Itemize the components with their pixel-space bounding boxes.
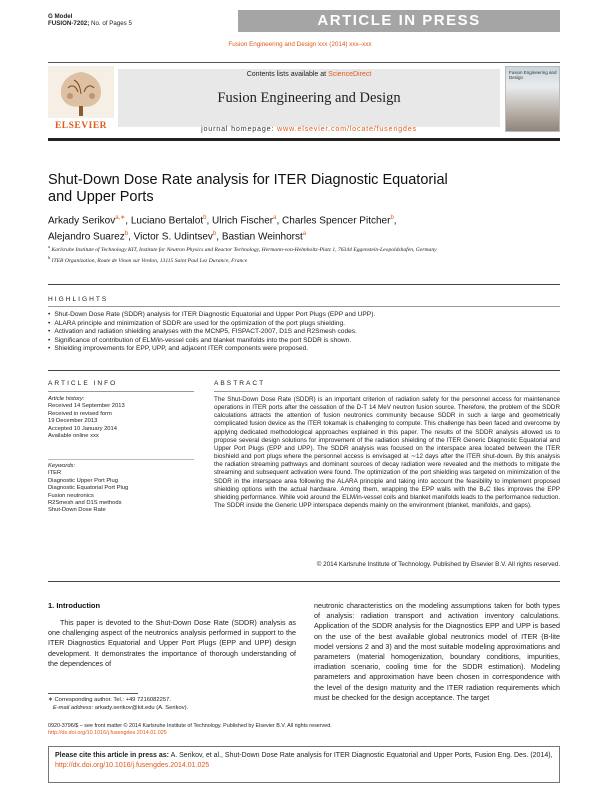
highlight-item: • Significance of contribution of ELM/in-vessel coils and blanket manifolds into the port SDDR is shown. bbox=[48, 337, 560, 346]
keyword-item: Shut-Down Dose Rate bbox=[48, 507, 106, 514]
cite-lead: Please cite this article in press as: bbox=[55, 752, 170, 759]
body-text-right-column: neutronic characteristics on the modeling assumptions taken for both types of analysis: radiation transport and activation inventory calculations. Application of the SDDR analysis for the Diagnostics EPP and UPP is based on the use of the best available global neutronics model of ITER (B-lite model versions 2 and 3) and the most suitable modeling approximations and parameters (material homogenization, boundary conditions, impurities, irradiation scenario, cooling time for the SDDR estimation). Modeling parameters and approximation have been chosen in correspondence with the level of the design maturity and the ITER radiation requirements which must be checked for the design acceptance. The target bbox=[314, 601, 560, 702]
highlights-list bbox=[48, 311, 560, 354]
model-pages: No. of Pages 5 bbox=[91, 20, 132, 28]
footnote-author: ∗ Corresponding author. Tel.: +49 7216082257. bbox=[48, 697, 171, 703]
cite-doi-link[interactable]: http://dx.doi.org/10.1016/j.fusengdes.2014.01.025 bbox=[55, 762, 210, 769]
author-name: Arkady Serikov bbox=[48, 215, 116, 227]
divider bbox=[48, 391, 194, 392]
keyword-item: ITER bbox=[48, 470, 62, 477]
footnote-email-label: E-mail address: bbox=[52, 704, 94, 711]
model-info bbox=[48, 13, 132, 28]
divider bbox=[214, 391, 560, 392]
author-affil-mark[interactable]: b bbox=[390, 215, 394, 221]
history-item: Received 14 September 2013 bbox=[48, 403, 125, 410]
author-affil-mark[interactable]: a bbox=[273, 215, 277, 221]
publisher-logo-text: ELSEVIER bbox=[54, 121, 108, 131]
cite-text: A. Serikov, et al., Shut-Down Dose Rate analysis for ITER Diagnostic Equatorial and Upper Ports, Fusion Eng. Des. (2014), bbox=[169, 752, 553, 759]
model-ref: FUSION-7202; bbox=[48, 20, 90, 28]
keyword-item: Diagnostic Upper Port Plug bbox=[48, 477, 118, 484]
cover-title: Fusion Engineering and Design bbox=[509, 70, 557, 80]
author-affil-mark[interactable]: b bbox=[124, 230, 129, 237]
keyword-item: Fusion neutronics bbox=[48, 492, 94, 499]
header-rule-top bbox=[48, 62, 560, 63]
model-code: G Model bbox=[48, 13, 73, 20]
header-rule-bottom bbox=[48, 138, 560, 141]
author-affil-mark[interactable]: a bbox=[302, 230, 307, 237]
footnote-email-link[interactable]: arkady.serikov@kit.edu (A. Serikov). bbox=[94, 704, 189, 711]
homepage-label: journal homepage: bbox=[201, 124, 275, 133]
author-list: Arkady Serikov$^{a,∗}$, Luciano Bertalot$^b$, Ulrich Fischer$^a$, Charles Spencer Pitcher$^b$, Alejandro Suarez$^b$, Victor S. Udintsev$^b$, Bastian Weinhorst$^a$ bbox=[48, 215, 397, 243]
affiliation-b: $^b$ ITER Organization, Route de Vinon sur Verdon, 13115 Saint Paul Lez Durance, France bbox=[48, 255, 248, 265]
author-name: , Luciano Bertalot bbox=[125, 215, 204, 227]
history-item: Received in revised form bbox=[48, 410, 112, 417]
copyright-line: © 2014 Karlsruhe Institute of Technology. Published by Elsevier B.V. All rights reserved. bbox=[316, 561, 560, 568]
section-heading-introduction: 1. Introduction bbox=[48, 601, 101, 610]
issn-line bbox=[48, 723, 560, 737]
article-history bbox=[48, 396, 194, 440]
journal-title: Fusion Engineering and Design bbox=[217, 90, 401, 106]
body-text-left-column: This paper is devoted to the Shut-Down Dose Rate (SDDR) analysis as one challenging aspect of the neutronics analysis performed in support to the ITER Diagnostics Equatorial and Upper Port Plugs (EPP and UPP) design development. It demonstrates the importance of thorough understanding of the dependences of bbox=[48, 618, 296, 668]
author-affil-mark[interactable]: b bbox=[212, 230, 217, 237]
contents-available-line bbox=[118, 71, 500, 78]
article-info-heading: ARTICLE INFO bbox=[48, 380, 118, 387]
history-item: Accepted 10 January 2014 bbox=[48, 425, 117, 432]
author-affil-mark[interactable]: a,∗ bbox=[115, 215, 126, 221]
highlight-item: • Shut-Down Dose Rate (SDDR) analysis for ITER Diagnostic Equatorial and Upper Port Plugs (EPP and UPP). bbox=[48, 311, 560, 320]
corresponding-author-footnote bbox=[48, 697, 296, 712]
highlight-item: • ALARA principle and minimization of SDDR are used for the optimization of the port plugs shielding. bbox=[48, 320, 560, 329]
sciencedirect-link[interactable]: ScienceDirect bbox=[328, 71, 372, 78]
contents-prefix: Contents lists available at bbox=[246, 71, 327, 78]
abstract-heading: ABSTRACT bbox=[214, 380, 266, 387]
highlights-heading: HIGHLIGHTS bbox=[48, 296, 109, 303]
journal-homepage-line bbox=[118, 124, 500, 133]
paper-title: Shut-Down Dose Rate analysis for ITER Diagnostic Equatorial and Upper Ports bbox=[48, 172, 448, 205]
author-name: , Charles Spencer Pitcher bbox=[276, 215, 391, 227]
affiliations bbox=[48, 243, 548, 266]
footnote-rule bbox=[48, 693, 138, 694]
journal-ref-line[interactable]: Fusion Engineering and Design xxx (2014) xxx–xxx bbox=[228, 41, 372, 48]
cite-this-article-box bbox=[48, 746, 560, 783]
highlight-item: • Activation and radiation shielding analyses with the MCNP5, FISPACT-2007, D1S and R2Smesh codes. bbox=[48, 328, 560, 337]
author-name: , Bastian Weinhorst bbox=[216, 231, 303, 243]
history-label: Article history: bbox=[48, 396, 85, 402]
journal-cover-thumbnail bbox=[505, 66, 560, 132]
doi-link[interactable]: http://dx.doi.org/10.1016/j.fusengdes.2014.01.025 bbox=[48, 730, 167, 736]
author-name: , Ulrich Fischer bbox=[206, 215, 274, 227]
history-item: Available online xxx bbox=[48, 433, 99, 440]
keyword-item: R2Smesh and D1S methods bbox=[48, 500, 122, 507]
article-in-press-banner: ARTICLE IN PRESS bbox=[238, 10, 560, 32]
divider bbox=[48, 306, 560, 307]
keyword-item: Diagnostic Equatorial Port Plug bbox=[48, 485, 129, 492]
author-name: Alejandro Suarez bbox=[48, 231, 125, 243]
affiliation-a: $^a$ Karlsruhe Institute of Technology KIT, Institute for Neutron Physics and Reactor Technology, Hermann-von-Helmholtz-Platz 1, 76344 Eggenstein-Leopoldshafen, Germany bbox=[48, 244, 437, 253]
keywords-label: Keywords: bbox=[48, 463, 76, 469]
divider bbox=[48, 459, 194, 460]
abstract-text: The Shut-Down Dose Rate (SDDR) is an important criterion of radiation safety for the personnel access for maintenance operations in ITER ports after the cessation of the D-T 14 MeV neutron fusion source. Therefore, the problem of the SDDR calculations attracts the attention of fusion neutronics community because SDDR in such a large and geometrically complicated fusion device as the ITER tokamak is challenging to compute. This challenge has been faced and overcome by applying dedicated methodological approaches explained in this paper. The results of the SDDR analysis allowed us to propose several design solutions for improvement of the radiation shielding of the ITER Generic Diagnostic Equatorial and Upper Port Plugs (EPP and UPP). The SDDR analysis was focused on the interspace area located between the ITER bioshield and port plugs where the personnel access is envisaged at ∼12 days after the ITER shut-down. By this analysis the radiation streaming pathways and dominant sources of decay radiation were revealed and the methods to mitigate the streaming and subsequent activation were found. The optimization of the port shielding was targeted on minimization of the SDDR in the interspace area following the ALARA principle and taking into account the feasibility to implement proposed shielding options with the actual hardware. Among them, wrapping the EPP walls with the B₄C tiles improves the EPP shielding performance. While void around the ELM/in-vessel coils and blanket manifolds leads to the performance reduction. The SDDR inside the Generic UPP interspace depends mainly on the environment (blanket, manifolds, and gaps). bbox=[214, 396, 560, 510]
history-item: 19 December 2013 bbox=[48, 418, 98, 425]
keywords bbox=[48, 463, 194, 515]
divider bbox=[48, 370, 560, 371]
homepage-url-link[interactable]: www.elsevier.com/locate/fusengdes bbox=[277, 124, 417, 133]
issn-text: 0920-3796/$ – see front matter © 2014 Karlsruhe Institute of Technology. Published by Elsevier B.V. All rights reserved. bbox=[48, 723, 332, 729]
highlight-item: • Shielding improvements for EPP, UPP, and adjacent ITER components were proposed. bbox=[48, 345, 560, 354]
divider bbox=[48, 581, 560, 582]
author-affil-mark[interactable]: b bbox=[203, 215, 207, 221]
divider bbox=[48, 284, 560, 285]
author-name: , Victor S. Udintsev bbox=[128, 231, 213, 243]
